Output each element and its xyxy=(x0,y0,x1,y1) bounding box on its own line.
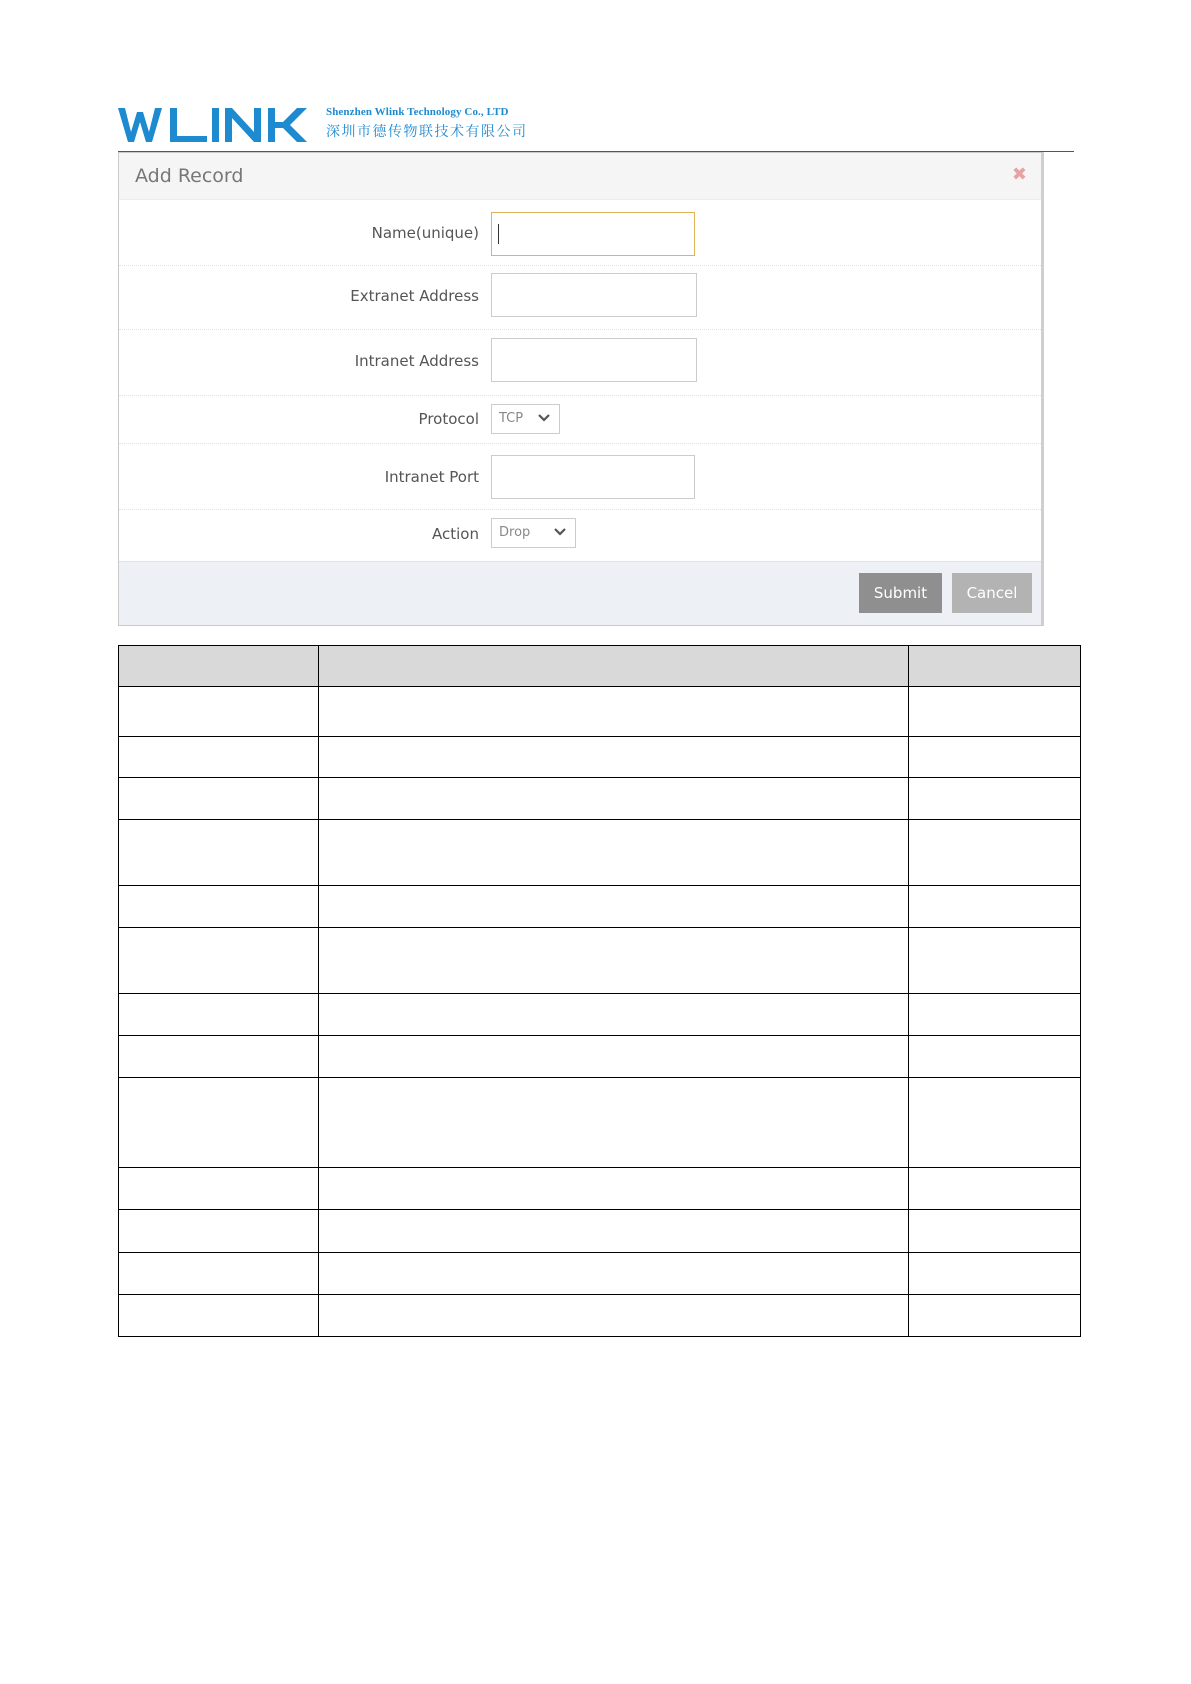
cancel-button[interactable]: Cancel xyxy=(952,573,1032,613)
table-cell xyxy=(119,1168,319,1210)
table-row xyxy=(119,737,1081,778)
table-cell xyxy=(119,886,319,928)
intranet-address-label: Intranet Address xyxy=(354,352,479,370)
form-row-name xyxy=(119,200,1041,266)
table-cell xyxy=(909,737,1081,778)
wlink-logo xyxy=(118,108,318,142)
extranet-address-label: Extranet Address xyxy=(350,287,479,305)
table-cell xyxy=(119,1253,319,1295)
company-name xyxy=(326,106,528,141)
table-cell xyxy=(119,1295,319,1337)
table-cell xyxy=(119,1078,319,1168)
table-cell xyxy=(319,886,909,928)
table-cell xyxy=(319,820,909,886)
table-cell xyxy=(909,778,1081,820)
table-cell xyxy=(909,1036,1081,1078)
action-select[interactable] xyxy=(491,518,576,548)
company-name-en: Shenzhen Wlink Technology Co., LTD xyxy=(326,106,509,118)
table-header-cell xyxy=(909,646,1081,687)
table-cell xyxy=(319,778,909,820)
table-cell xyxy=(909,1295,1081,1337)
intranet-port-input[interactable] xyxy=(491,455,695,499)
protocol-label: Protocol xyxy=(418,410,479,428)
table-row xyxy=(119,1210,1081,1253)
form-row-intranet xyxy=(119,330,1041,396)
form-row-intranet-port xyxy=(119,444,1041,510)
table-cell xyxy=(119,994,319,1036)
table-row xyxy=(119,928,1081,994)
submit-button[interactable]: Submit xyxy=(859,573,942,613)
form-row-protocol xyxy=(119,396,1041,444)
form-row-action xyxy=(119,510,1041,560)
table-cell xyxy=(909,1168,1081,1210)
page-header xyxy=(118,100,1078,152)
table-cell xyxy=(909,1210,1081,1253)
intranet-address-input[interactable] xyxy=(491,338,697,382)
table-cell xyxy=(319,737,909,778)
table-header-cell xyxy=(119,646,319,687)
text-caret xyxy=(498,224,499,244)
table-row xyxy=(119,1078,1081,1168)
table-row xyxy=(119,778,1081,820)
table-row xyxy=(119,886,1081,928)
table-cell xyxy=(119,778,319,820)
table-cell xyxy=(119,928,319,994)
table-cell xyxy=(319,928,909,994)
table-row xyxy=(119,1036,1081,1078)
dialog-title-bar xyxy=(119,153,1041,200)
table-row xyxy=(119,1295,1081,1337)
table-cell xyxy=(319,1036,909,1078)
table-header-row xyxy=(119,646,1081,687)
close-icon[interactable]: ✖ xyxy=(1011,164,1027,185)
table-cell xyxy=(319,687,909,737)
dialog-footer xyxy=(119,561,1041,625)
table-row xyxy=(119,1253,1081,1295)
table-cell xyxy=(319,1295,909,1337)
intranet-port-label: Intranet Port xyxy=(384,468,479,486)
table-cell xyxy=(119,737,319,778)
table-cell xyxy=(909,886,1081,928)
table-cell xyxy=(319,1078,909,1168)
name-label: Name(unique) xyxy=(371,224,479,242)
table-cell xyxy=(119,1210,319,1253)
form-row-extranet xyxy=(119,266,1041,330)
table-cell xyxy=(909,820,1081,886)
table-row xyxy=(119,994,1081,1036)
table-cell xyxy=(319,1210,909,1253)
chevron-down-icon xyxy=(537,411,551,425)
dialog-title: Add Record xyxy=(135,165,244,187)
table-row xyxy=(119,687,1081,737)
extranet-address-input[interactable] xyxy=(491,273,697,317)
table-row xyxy=(119,1168,1081,1210)
table-cell xyxy=(319,994,909,1036)
table-cell xyxy=(909,1078,1081,1168)
table-header-cell xyxy=(319,646,909,687)
table-row xyxy=(119,820,1081,886)
parameter-table xyxy=(118,645,1081,1337)
table-cell xyxy=(909,687,1081,737)
action-label: Action xyxy=(432,525,479,543)
company-name-cn: 深圳市德传物联技术有限公司 xyxy=(326,124,528,140)
name-input[interactable] xyxy=(491,212,695,256)
table-cell xyxy=(119,1036,319,1078)
table-cell xyxy=(909,928,1081,994)
table-cell xyxy=(319,1168,909,1210)
add-record-dialog xyxy=(118,152,1044,626)
protocol-select[interactable] xyxy=(491,404,560,434)
action-selected-value: Drop xyxy=(499,525,531,540)
chevron-down-icon xyxy=(553,525,567,539)
protocol-selected-value: TCP xyxy=(499,411,524,426)
table-cell xyxy=(909,1253,1081,1295)
table-cell xyxy=(119,820,319,886)
table-cell xyxy=(909,994,1081,1036)
table-cell xyxy=(119,687,319,737)
table-cell xyxy=(319,1253,909,1295)
